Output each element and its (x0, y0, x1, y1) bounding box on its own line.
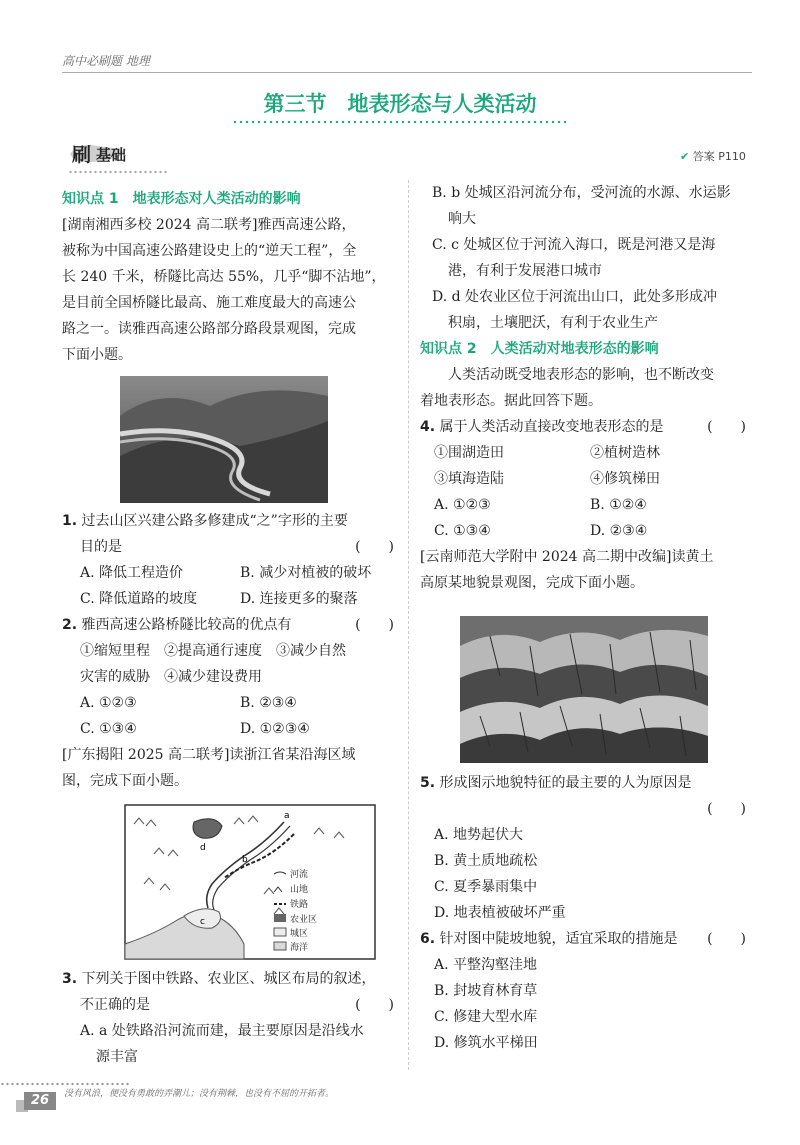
answer-paren: ( ) (355, 997, 394, 1013)
intro-line: 下面小题。 (62, 347, 132, 363)
intro-line: 长 240 千米，桥隧比高达 55%，几乎“脚不沾地”， (62, 269, 386, 285)
question-stem: 下列关于图中铁路、农业区、城区布局的叙述， (81, 971, 376, 987)
question-3 (62, 966, 400, 1070)
map-label-a: a (284, 811, 290, 821)
coastal-region-map (124, 804, 376, 960)
question-number: 1. (62, 513, 78, 529)
question-stem: 针对图中陡坡地貌，适宜采取的措施是 (439, 931, 678, 947)
intro-line: [云南师范大学附中 2024 高二期中改编]读黄土 (420, 549, 714, 565)
question-number: 3. (62, 971, 78, 987)
option: A. a 处铁路沿河流而建，最主要原因是沿线水 (80, 1023, 364, 1039)
option: B. 黄土质地疏松 (434, 853, 538, 869)
answer-paren: ( ) (355, 539, 394, 555)
badge-underline (68, 170, 168, 174)
option: B. ①②④ (590, 497, 647, 513)
intro-line: [湖南湘西多校 2024 高二联考]雅西高速公路， (62, 217, 356, 233)
option: D. 修筑水平梯田 (434, 1035, 538, 1051)
item: ②植树造林 (590, 445, 660, 461)
practice-brush: 刷 (72, 144, 92, 166)
legend-sea: 海洋 (290, 943, 309, 953)
option: 积扇，土壤肥沃，有利于农业生产 (448, 315, 658, 331)
option: D. 地表植被破坏严重 (434, 905, 566, 921)
option: A. 地势起伏大 (434, 827, 524, 843)
question-items: ①缩短里程 ②提高通行速度 ③减少自然 (80, 643, 346, 659)
option: D. 连接更多的聚落 (240, 591, 358, 607)
loess-plateau-photo (460, 616, 708, 763)
item: ①围湖造田 (434, 445, 504, 461)
answer-paren: ( ) (707, 931, 746, 947)
option: C. ①③④ (80, 721, 137, 737)
question-items: 灾害的威胁 ④减少建设费用 (80, 669, 262, 685)
question-number: 5. (420, 775, 436, 791)
check-icon: ✔ (680, 150, 690, 163)
answer-paren: ( ) (355, 617, 394, 633)
option: D. ①②③④ (240, 721, 310, 737)
option: C. 降低道路的坡度 (80, 591, 198, 607)
question-1 (62, 508, 400, 794)
answer-text: 答案 P110 (692, 150, 746, 163)
option: C. 夏季暴雨集中 (434, 879, 538, 895)
option: B. 减少对植被的破坏 (240, 565, 372, 581)
intro-line: 着地表形态。据此回答下题。 (420, 393, 602, 409)
left-column (62, 186, 400, 368)
answer-paren: ( ) (707, 419, 746, 435)
practice-label: 基础 (96, 146, 127, 164)
question-number: 6. (420, 931, 436, 947)
map-label-c: c (200, 917, 205, 927)
intro-line: [广东揭阳 2025 高二联考]读浙江省某沿海区域 (62, 747, 356, 763)
intro-line: 高原某地貌景观图，完成下面小题。 (420, 575, 644, 591)
question-stem: 雅西高速公路桥隧比较高的优点有 (81, 617, 292, 633)
answer-reference (680, 148, 746, 164)
option: B. ②③④ (240, 695, 297, 711)
option: 响大 (448, 211, 476, 227)
highway-photo (120, 376, 328, 503)
intro-line: 人类活动既受地表形态的影响，也不断改变 (448, 367, 714, 383)
question-5-6 (420, 770, 760, 1056)
option: C. 修建大型水库 (434, 1009, 538, 1025)
question-stem: 形成图示地貌特征的最主要的人为原因是 (439, 775, 692, 791)
right-column (420, 180, 760, 596)
section-title: 第三节 地表形态与人类活动 (263, 92, 537, 116)
knowledge-point-1: 知识点 1 地表形态对人类活动的影响 (62, 191, 301, 207)
footer-quote: 没有风浪，便没有勇敢的弄潮儿；没有荆棘，也没有不屈的开拓者。 (64, 1089, 335, 1099)
option: A. ①②③ (80, 695, 137, 711)
question-number: 2. (62, 617, 78, 633)
item: ③填海造陆 (434, 471, 504, 487)
option: A. 平整沟壑洼地 (434, 957, 538, 973)
option: 港，有利于发展港口城市 (448, 263, 602, 279)
map-label-b: b (242, 855, 248, 865)
option: B. b 处城区沿河流分布，受河流的水源、水运影 (432, 185, 731, 201)
option: A. ①②③ (434, 497, 491, 513)
answer-paren: ( ) (707, 801, 746, 817)
intro-line: 路之一。读雅西高速公路部分路段景观图，完成 (62, 321, 356, 337)
item: ④修筑梯田 (590, 471, 660, 487)
column-divider (408, 180, 409, 1070)
option: B. 封坡育林育草 (434, 983, 538, 999)
question-stem: 属于人类活动直接改变地表形态的是 (439, 419, 664, 435)
intro-line: 被称为中国高速公路建设史上的“逆天工程”，全 (62, 243, 357, 259)
map-label-d: d (200, 843, 206, 853)
question-stem: 过去山区兴建公路多修建成“之”字形的主要 (81, 513, 348, 529)
header-divider (62, 72, 752, 73)
legend-river: 河流 (290, 870, 309, 880)
option: 源丰富 (96, 1049, 138, 1065)
option: C. c 处城区位于河流入海口，既是河港又是海 (432, 237, 716, 253)
legend-city: 城区 (290, 929, 309, 939)
option: C. ①③④ (434, 523, 491, 539)
legend-railway: 铁路 (290, 900, 309, 910)
page-number: 26 (24, 1092, 56, 1110)
series-header: 高中必刷题 地理 (62, 54, 150, 68)
option: D. d 处农业区位于河流出山口，此处多形成冲 (432, 289, 718, 305)
option: D. ②③④ (590, 523, 648, 539)
question-stem: 目的是 (80, 539, 122, 555)
knowledge-point-2: 知识点 2 人类活动对地表形态的影响 (420, 341, 659, 357)
option: A. 降低工程造价 (80, 565, 184, 581)
title-underline (232, 120, 567, 124)
question-number: 4. (420, 419, 436, 435)
question-stem: 不正确的是 (80, 997, 150, 1013)
legend-mountain: 山地 (290, 885, 309, 895)
intro-line: 图，完成下面小题。 (62, 773, 188, 789)
legend-agri: 农业区 (290, 915, 318, 925)
intro-line: 是目前全国桥隧比最高、施工难度最大的高速公 (62, 295, 356, 311)
